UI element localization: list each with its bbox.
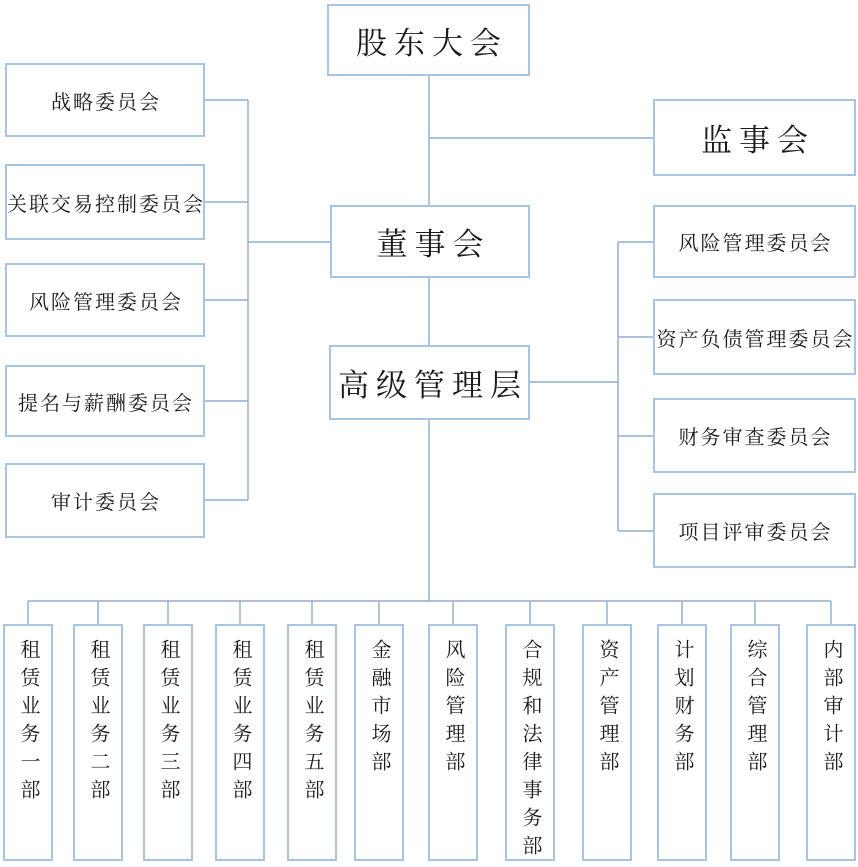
node-board-of-directors xyxy=(330,205,530,278)
node-label: 风险管理委员会 xyxy=(29,291,183,314)
node-label: 计划财务部 xyxy=(671,639,693,779)
node-supervisory-board xyxy=(653,99,856,176)
node-dept-risk-management xyxy=(428,624,478,861)
node-label: 高级管理层 xyxy=(338,368,528,403)
node-label: 租赁业务三部 xyxy=(157,639,179,807)
node-dept-leasing-3 xyxy=(143,624,193,861)
node-label: 资产管理部 xyxy=(596,639,618,779)
node-label: 战略委员会 xyxy=(51,91,161,114)
node-shareholders-meeting xyxy=(327,4,530,76)
node-dept-leasing-2 xyxy=(73,624,123,861)
node-financial-review-committee xyxy=(653,398,856,473)
node-audit-committee xyxy=(5,463,205,538)
node-dept-leasing-1 xyxy=(3,624,53,861)
node-label: 资产负债管理委员会 xyxy=(656,328,855,351)
node-label: 综合管理部 xyxy=(744,639,766,779)
node-label: 金融市场部 xyxy=(368,639,390,779)
node-dept-leasing-5 xyxy=(287,624,337,861)
node-asset-liability-management-committee xyxy=(653,299,856,375)
node-label: 租赁业务四部 xyxy=(229,639,251,807)
node-related-transaction-control-committee xyxy=(5,164,205,240)
node-dept-planning-finance xyxy=(657,624,707,861)
node-dept-asset-management xyxy=(582,624,632,861)
node-strategy-committee xyxy=(5,63,205,137)
node-label: 内部审计部 xyxy=(820,639,842,779)
node-dept-general-management xyxy=(730,624,780,861)
node-label: 租赁业务一部 xyxy=(17,639,39,807)
node-risk-management-committee-mgmt xyxy=(653,205,856,278)
node-risk-management-committee-board xyxy=(5,263,205,337)
node-senior-management xyxy=(329,345,530,420)
node-label: 风险管理部 xyxy=(442,639,464,779)
node-label: 股东大会 xyxy=(356,25,508,61)
node-label: 监事会 xyxy=(701,123,815,158)
node-nomination-remuneration-committee xyxy=(5,365,205,437)
node-dept-compliance-legal-affairs xyxy=(505,624,555,861)
node-label: 关联交易控制委员会 xyxy=(7,193,205,216)
node-label: 项目评审委员会 xyxy=(678,522,833,544)
node-dept-financial-markets xyxy=(354,624,404,861)
node-label: 租赁业务五部 xyxy=(301,639,323,807)
node-label: 风险管理委员会 xyxy=(678,233,833,255)
node-label: 财务审查委员会 xyxy=(678,427,833,449)
node-label: 董事会 xyxy=(376,227,491,262)
node-dept-leasing-4 xyxy=(215,624,265,861)
node-label: 提名与薪酬委员会 xyxy=(18,392,194,415)
node-label: 租赁业务二部 xyxy=(87,639,109,807)
node-dept-internal-audit xyxy=(806,624,856,861)
node-label: 合规和法律事务部 xyxy=(519,639,541,863)
node-label: 审计委员会 xyxy=(51,492,161,514)
node-project-review-committee xyxy=(653,493,856,568)
